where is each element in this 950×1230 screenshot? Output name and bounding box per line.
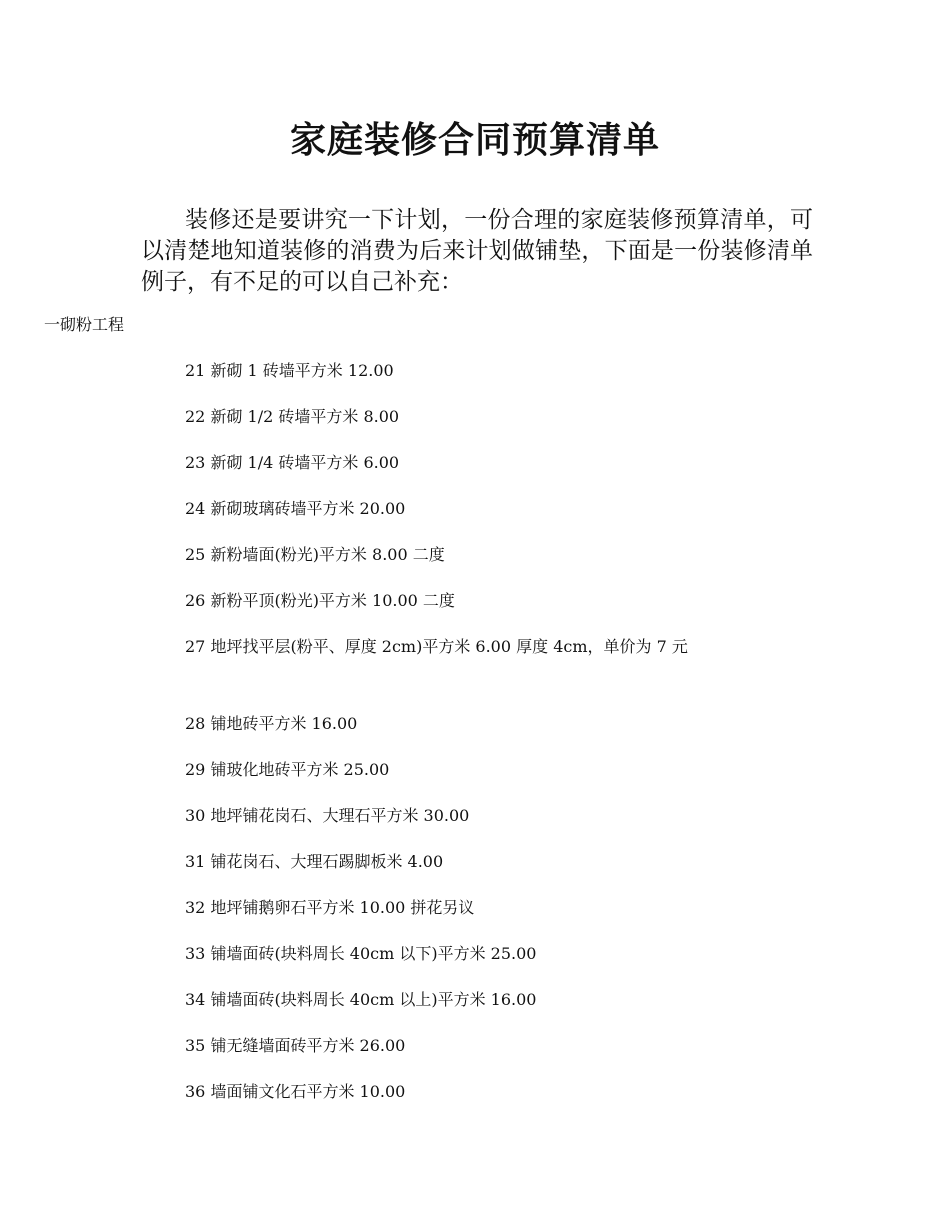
list-item: 33 铺墙面砖(块料周长 40cm 以下)平方米 25.00 bbox=[185, 944, 537, 963]
list-item: 21 新砌 1 砖墙平方米 12.00 bbox=[185, 361, 394, 380]
list-item: 28 铺地砖平方米 16.00 bbox=[185, 714, 358, 733]
list-item: 27 地坪找平层(粉平、厚度 2cm)平方米 6.00 厚度 4cm，单价为 7 元 bbox=[185, 637, 688, 656]
list-item: 32 地坪铺鹅卵石平方米 10.00 拼花另议 bbox=[185, 898, 475, 917]
list-item: 36 墙面铺文化石平方米 10.00 bbox=[185, 1082, 406, 1101]
list-item: 35 铺无缝墙面砖平方米 26.00 bbox=[185, 1036, 406, 1055]
list-item: 23 新砌 1/4 砖墙平方米 6.00 bbox=[185, 453, 400, 472]
list-item: 25 新粉墙面(粉光)平方米 8.00 二度 bbox=[185, 545, 445, 564]
list-item: 26 新粉平顶(粉光)平方米 10.00 二度 bbox=[185, 591, 455, 610]
list-item: 30 地坪铺花岗石、大理石平方米 30.00 bbox=[185, 806, 470, 825]
section-heading: 一砌粉工程 bbox=[44, 315, 125, 334]
list-item: 31 铺花岗石、大理石踢脚板米 4.00 bbox=[185, 852, 444, 871]
list-item: 22 新砌 1/2 砖墙平方米 8.00 bbox=[185, 407, 400, 426]
intro-paragraph: 装修还是要讲究一下计划，一份合理的家庭装修预算清单，可以清楚地知道装修的消费为后来计划做铺垫，下面是一份装修清单例子，有不足的可以自己补充： bbox=[141, 207, 813, 295]
document-title: 家庭装修合同预算清单 bbox=[289, 120, 660, 161]
list-item: 29 铺玻化地砖平方米 25.00 bbox=[185, 760, 390, 779]
list-item: 24 新砌玻璃砖墙平方米 20.00 bbox=[185, 499, 406, 518]
list-item: 34 铺墙面砖(块料周长 40cm 以上)平方米 16.00 bbox=[185, 990, 537, 1009]
